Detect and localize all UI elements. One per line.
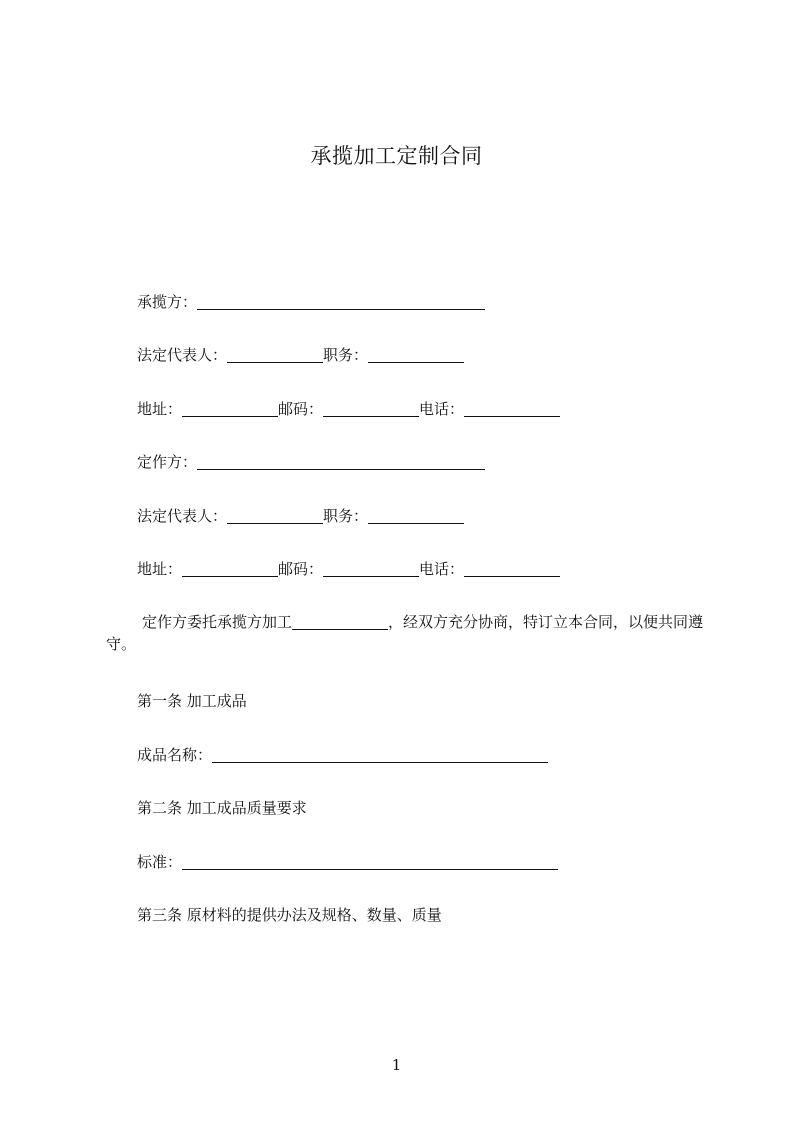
client-phone-blank[interactable]: [464, 561, 560, 577]
contractor-rep-blank[interactable]: [227, 347, 323, 363]
client-position-label: 职务：: [323, 507, 369, 525]
contractor-address-blank[interactable]: [182, 401, 278, 417]
intro-text-before: 定作方委托承揽方加工: [142, 613, 293, 631]
contractor-position-blank[interactable]: [368, 347, 464, 363]
intro-paragraph: [106, 611, 706, 655]
client-address-blank[interactable]: [182, 561, 278, 577]
contractor-postcode-label: 邮码：: [278, 400, 324, 418]
product-name-blank[interactable]: [212, 747, 548, 763]
client-postcode-blank[interactable]: [323, 561, 419, 577]
client-rep-blank[interactable]: [227, 508, 323, 524]
standard-line: [137, 852, 558, 872]
contractor-address-line: [137, 399, 560, 419]
article3-heading: 第三条 原材料的提供办法及规格、数量、质量: [137, 906, 442, 924]
contractor-line: [137, 292, 485, 312]
client-postcode-label: 邮码：: [278, 560, 324, 578]
product-name-line: [137, 745, 548, 765]
standard-blank[interactable]: [182, 854, 558, 870]
client-label: 定作方：: [137, 453, 198, 471]
client-phone-label: 电话：: [419, 560, 465, 578]
product-name-label: 成品名称：: [137, 746, 213, 764]
contractor-phone-label: 电话：: [419, 400, 465, 418]
contractor-postcode-blank[interactable]: [323, 401, 419, 417]
intro-text-after: ，经双方充分协商，特订立本合同，以便共同遵守。: [106, 613, 704, 653]
intro-item-blank[interactable]: [292, 614, 388, 630]
client-line: [137, 452, 485, 472]
standard-label: 标准：: [137, 853, 183, 871]
contractor-phone-blank[interactable]: [464, 401, 560, 417]
contractor-rep-line: [137, 345, 464, 365]
client-rep-label: 法定代表人：: [137, 507, 228, 525]
contractor-blank[interactable]: [197, 294, 485, 310]
contractor-position-label: 职务：: [323, 346, 369, 364]
contractor-rep-label: 法定代表人：: [137, 346, 228, 364]
client-blank[interactable]: [197, 454, 485, 470]
article1-heading: 第一条 加工成品: [137, 692, 247, 710]
document-title: 承揽加工定制合同: [310, 144, 483, 168]
page-number: 1: [391, 1056, 402, 1074]
client-rep-line: [137, 506, 464, 526]
article2-heading: 第二条 加工成品质量要求: [137, 799, 307, 817]
contractor-label: 承揽方：: [137, 293, 198, 311]
contractor-address-label: 地址：: [137, 400, 183, 418]
client-position-blank[interactable]: [368, 508, 464, 524]
client-address-label: 地址：: [137, 560, 183, 578]
client-address-line: [137, 559, 560, 579]
